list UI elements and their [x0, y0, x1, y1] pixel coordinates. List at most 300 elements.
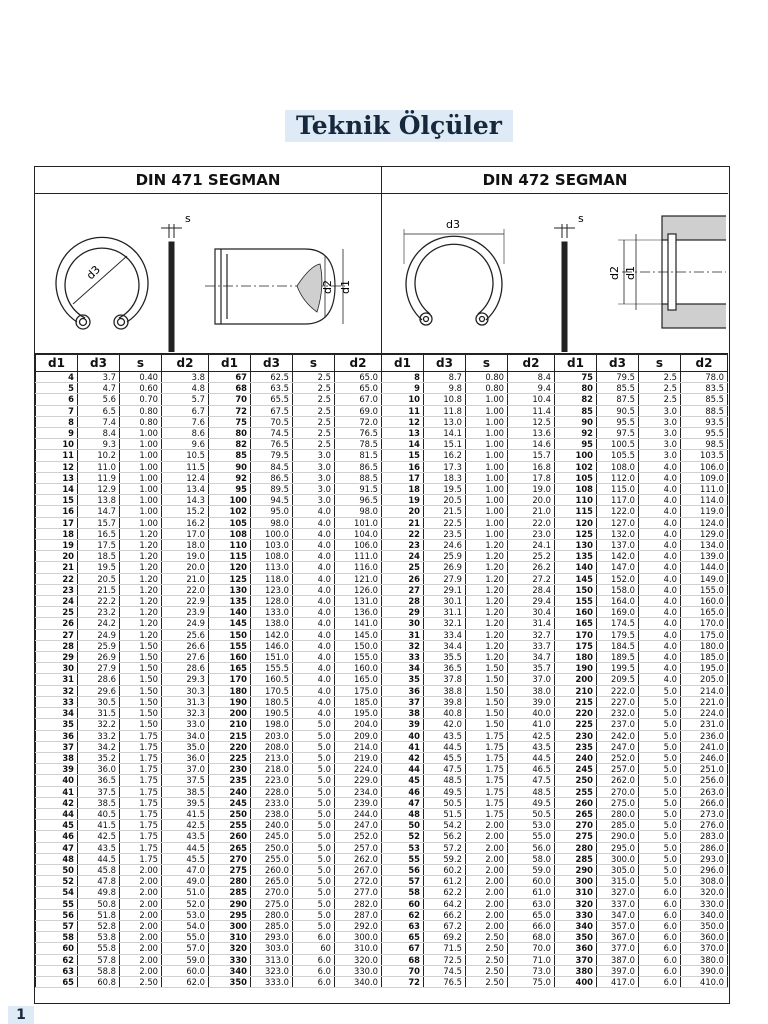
cell-d2: 104.0 — [335, 528, 382, 539]
cell-d1: 95 — [209, 484, 251, 495]
cell-s: 5.0 — [639, 876, 681, 887]
cell-s: 1.20 — [466, 640, 508, 651]
cell-s: 2.00 — [466, 920, 508, 931]
cell-s: 1.50 — [466, 719, 508, 730]
cell-s: 3.0 — [639, 450, 681, 461]
cell-d2: 16.2 — [162, 517, 209, 528]
cell-d3: 218.0 — [251, 764, 293, 775]
cell-d2: 160.0 — [335, 663, 382, 674]
cell-s: 5.0 — [293, 808, 335, 819]
cell-d3: 300.0 — [597, 853, 639, 864]
table-row — [36, 764, 728, 775]
cell-d3: 17.5 — [78, 540, 120, 551]
cell-d3: 20.5 — [424, 495, 466, 506]
cell-s: 5.0 — [639, 864, 681, 875]
cell-d1: 270 — [555, 820, 597, 831]
cell-d3: 112.0 — [597, 472, 639, 483]
cell-d1: 44 — [382, 764, 424, 775]
d1-label-right: d1 — [624, 266, 637, 280]
cell-s: 4.0 — [639, 596, 681, 607]
cell-d2: 126.0 — [335, 584, 382, 595]
cell-d3: 14.7 — [78, 506, 120, 517]
cell-d1: 30 — [382, 618, 424, 629]
cell-d1: 260 — [555, 797, 597, 808]
cell-d3: 51.8 — [78, 909, 120, 920]
cell-d1: 4 — [36, 372, 78, 383]
column-header-d2: d2 — [681, 355, 728, 372]
cell-s: 1.75 — [466, 764, 508, 775]
cell-s: 5.0 — [293, 898, 335, 909]
cell-d3: 160.5 — [251, 674, 293, 685]
cell-d3: 61.2 — [424, 876, 466, 887]
cell-d3: 26.9 — [78, 652, 120, 663]
d2-label-left: d2 — [321, 280, 334, 294]
cell-d3: 8.4 — [78, 428, 120, 439]
cell-d3: 164.0 — [597, 596, 639, 607]
cell-s: 6.0 — [293, 976, 335, 987]
cell-d1: 12 — [36, 461, 78, 472]
cell-s: 1.75 — [466, 741, 508, 752]
cell-d2: 136.0 — [335, 607, 382, 618]
cell-s: 4.0 — [293, 562, 335, 573]
table-row — [36, 932, 728, 943]
cell-d1: 175 — [555, 640, 597, 651]
cell-d3: 237.0 — [597, 719, 639, 730]
cell-d2: 175.0 — [681, 629, 728, 640]
cell-d2: 380.0 — [681, 954, 728, 965]
cell-d1: 100 — [555, 450, 597, 461]
cell-s: 1.00 — [466, 416, 508, 427]
cell-d1: 19 — [36, 540, 78, 551]
cell-d1: 42 — [36, 797, 78, 808]
cell-d2: 58.0 — [508, 853, 555, 864]
cell-d1: 22 — [382, 528, 424, 539]
cell-s: 2.50 — [466, 976, 508, 987]
cell-s: 3.0 — [293, 472, 335, 483]
cell-d1: 110 — [209, 540, 251, 551]
cell-d3: 238.0 — [251, 808, 293, 819]
cell-d1: 108 — [555, 484, 597, 495]
cell-d3: 270.0 — [597, 786, 639, 797]
cell-d1: 31 — [382, 629, 424, 640]
cell-d1: 82 — [555, 394, 597, 405]
cell-d3: 54.2 — [424, 820, 466, 831]
cell-d3: 76.5 — [251, 439, 293, 450]
internal-circlip-diagram — [382, 194, 726, 352]
cell-d3: 25.9 — [424, 551, 466, 562]
cell-d1: 36 — [382, 685, 424, 696]
cell-d1: 31 — [36, 674, 78, 685]
cell-d1: 50 — [382, 820, 424, 831]
cell-d2: 33.7 — [508, 640, 555, 651]
cell-d3: 94.5 — [251, 495, 293, 506]
cell-d2: 33.0 — [162, 719, 209, 730]
cell-d3: 117.0 — [597, 495, 639, 506]
din471-header: DIN 471 SEGMAN — [35, 167, 382, 194]
cell-d1: 155 — [209, 640, 251, 651]
cell-s: 2.5 — [293, 439, 335, 450]
cell-d1: 285 — [209, 887, 251, 898]
cell-d2: 32.3 — [162, 708, 209, 719]
cell-d3: 128.0 — [251, 596, 293, 607]
cell-d3: 203.0 — [251, 730, 293, 741]
cell-d2: 70.0 — [508, 943, 555, 954]
cell-d1: 10 — [382, 394, 424, 405]
cell-d3: 198.0 — [251, 719, 293, 730]
cell-s: 1.50 — [466, 663, 508, 674]
table-row — [36, 775, 728, 786]
table-header-row — [36, 355, 728, 372]
cell-d3: 10.8 — [424, 394, 466, 405]
cell-s: 4.0 — [639, 618, 681, 629]
cell-d2: 27.6 — [162, 652, 209, 663]
cell-d1: 26 — [36, 618, 78, 629]
cell-d3: 60.8 — [78, 976, 120, 987]
cell-s: 4.0 — [293, 607, 335, 618]
cell-d3: 9.8 — [424, 383, 466, 394]
cell-d3: 24.6 — [424, 540, 466, 551]
cell-d3: 262.0 — [597, 775, 639, 786]
cell-d1: 15 — [382, 450, 424, 461]
column-header-d1: d1 — [382, 355, 424, 372]
d2-label-right: d2 — [608, 266, 621, 280]
table-row — [36, 461, 728, 472]
cell-d2: 53.0 — [162, 909, 209, 920]
din472-drawing — [382, 194, 728, 354]
cell-s: 2.00 — [120, 909, 162, 920]
cell-s: 1.20 — [120, 596, 162, 607]
cell-s: 6.0 — [293, 954, 335, 965]
cell-d1: 67 — [382, 943, 424, 954]
cell-d2: 12.4 — [162, 472, 209, 483]
cell-d2: 15.7 — [508, 450, 555, 461]
cell-s: 2.5 — [293, 372, 335, 383]
cell-s: 1.00 — [466, 506, 508, 517]
cell-d1: 58 — [382, 887, 424, 898]
cell-d2: 14.6 — [508, 439, 555, 450]
cell-s: 4.0 — [293, 685, 335, 696]
cell-s: 1.20 — [466, 607, 508, 618]
cell-d3: 95.5 — [597, 416, 639, 427]
cell-s: 1.00 — [466, 461, 508, 472]
cell-d3: 22.2 — [78, 596, 120, 607]
cell-s: 4.0 — [293, 652, 335, 663]
cell-d2: 111.0 — [681, 484, 728, 495]
cell-s: 0.60 — [120, 383, 162, 394]
cell-d1: 29 — [36, 652, 78, 663]
cell-d3: 17.3 — [424, 461, 466, 472]
cell-s: 1.20 — [120, 528, 162, 539]
cell-d2: 22.0 — [162, 584, 209, 595]
cell-s: 1.75 — [120, 764, 162, 775]
cell-s: 1.20 — [466, 540, 508, 551]
cell-d2: 256.0 — [681, 775, 728, 786]
table-row — [36, 562, 728, 573]
cell-d1: 340 — [209, 965, 251, 976]
cell-d2: 277.0 — [335, 887, 382, 898]
cell-d3: 347.0 — [597, 909, 639, 920]
table-row — [36, 394, 728, 405]
cell-s: 4.0 — [639, 540, 681, 551]
cell-d1: 27 — [36, 629, 78, 640]
cell-d3: 28.6 — [78, 674, 120, 685]
cell-d3: 27.9 — [424, 573, 466, 584]
page-number: 1 — [8, 1006, 34, 1024]
cell-d1: 30 — [36, 663, 78, 674]
cell-d2: 134.0 — [681, 540, 728, 551]
cell-d3: 62.2 — [424, 887, 466, 898]
cell-d1: 12 — [382, 416, 424, 427]
cell-s: 4.0 — [293, 573, 335, 584]
cell-d2: 75.0 — [508, 976, 555, 987]
cell-s: 4.0 — [293, 696, 335, 707]
cell-s: 2.00 — [466, 820, 508, 831]
cell-s: 1.75 — [120, 775, 162, 786]
cell-d1: 125 — [555, 528, 597, 539]
cell-s: 1.75 — [120, 808, 162, 819]
cell-d3: 113.0 — [251, 562, 293, 573]
cell-d1: 108 — [209, 528, 251, 539]
cell-d2: 119.0 — [681, 506, 728, 517]
cell-s: 4.0 — [639, 472, 681, 483]
cell-d1: 180 — [555, 652, 597, 663]
cell-d3: 33.2 — [78, 730, 120, 741]
external-circlip-diagram — [35, 194, 380, 352]
table-row — [36, 820, 728, 831]
cell-s: 1.20 — [120, 584, 162, 595]
cell-d1: 135 — [209, 596, 251, 607]
page-title: Teknik Ölçüler — [285, 110, 513, 142]
cell-d3: 48.5 — [424, 775, 466, 786]
cell-d2: 267.0 — [335, 864, 382, 875]
cell-d2: 8.6 — [162, 428, 209, 439]
table-row — [36, 618, 728, 629]
cell-d3: 108.0 — [251, 551, 293, 562]
cell-d2: 101.0 — [335, 517, 382, 528]
cell-s: 2.00 — [120, 920, 162, 931]
table-row — [36, 864, 728, 875]
table-row — [36, 674, 728, 685]
cell-d1: 33 — [36, 696, 78, 707]
cell-d1: 39 — [382, 719, 424, 730]
cell-d3: 36.0 — [78, 764, 120, 775]
cell-s: 1.75 — [120, 752, 162, 763]
cell-d1: 240 — [209, 786, 251, 797]
cell-d1: 38 — [382, 708, 424, 719]
table-row — [36, 920, 728, 931]
cell-d3: 57.8 — [78, 954, 120, 965]
cell-d3: 228.0 — [251, 786, 293, 797]
cell-d2: 195.0 — [681, 663, 728, 674]
table-body — [36, 372, 728, 988]
cell-s: 1.00 — [466, 484, 508, 495]
cell-s: 1.20 — [466, 551, 508, 562]
cell-d1: 47 — [36, 842, 78, 853]
cell-d2: 296.0 — [681, 864, 728, 875]
cell-d1: 255 — [555, 786, 597, 797]
s-label-right: s — [578, 212, 584, 225]
cell-d1: 80 — [209, 428, 251, 439]
cell-d3: 41.5 — [78, 820, 120, 831]
table-row — [36, 428, 728, 439]
cell-d2: 121.0 — [335, 573, 382, 584]
cell-d3: 86.5 — [251, 472, 293, 483]
cell-d3: 146.0 — [251, 640, 293, 651]
cell-d1: 40 — [36, 775, 78, 786]
cell-d3: 26.9 — [424, 562, 466, 573]
cell-d2: 86.5 — [335, 461, 382, 472]
cell-d2: 39.0 — [508, 696, 555, 707]
cell-d2: 262.0 — [335, 853, 382, 864]
cell-d1: 45 — [382, 775, 424, 786]
cell-d2: 300.0 — [335, 932, 382, 943]
cell-s: 6.0 — [639, 965, 681, 976]
cell-d1: 220 — [555, 708, 597, 719]
cell-d3: 67.5 — [251, 405, 293, 416]
cell-d1: 225 — [209, 752, 251, 763]
cell-d2: 273.0 — [681, 808, 728, 819]
cell-d2: 24.1 — [508, 540, 555, 551]
cell-s: 4.0 — [639, 573, 681, 584]
cell-d3: 9.3 — [78, 439, 120, 450]
cell-d3: 50.5 — [424, 797, 466, 808]
cell-d2: 24.9 — [162, 618, 209, 629]
cell-d2: 26.2 — [508, 562, 555, 573]
cell-d2: 330.0 — [335, 965, 382, 976]
cell-d1: 105 — [209, 517, 251, 528]
cell-d2: 144.0 — [681, 562, 728, 573]
cell-d1: 56 — [382, 864, 424, 875]
cell-d1: 290 — [209, 898, 251, 909]
table-row — [36, 607, 728, 618]
d3-label-left: d3 — [83, 263, 104, 283]
cell-d1: 250 — [209, 808, 251, 819]
cell-d3: 280.0 — [597, 808, 639, 819]
cell-s: 1.00 — [120, 439, 162, 450]
cell-d2: 195.0 — [335, 708, 382, 719]
cell-d1: 115 — [209, 551, 251, 562]
cell-d1: 120 — [209, 562, 251, 573]
cell-d3: 79.5 — [597, 372, 639, 383]
cell-d3: 24.9 — [78, 629, 120, 640]
cell-d3: 47.8 — [78, 876, 120, 887]
cell-d3: 84.5 — [251, 461, 293, 472]
column-header-d2: d2 — [162, 355, 209, 372]
cell-d1: 250 — [555, 775, 597, 786]
cell-d3: 34.2 — [78, 741, 120, 752]
table-row — [36, 405, 728, 416]
cell-d3: 58.8 — [78, 965, 120, 976]
cell-d1: 60 — [382, 898, 424, 909]
cell-d2: 20.0 — [508, 495, 555, 506]
cell-s: 1.00 — [466, 428, 508, 439]
cell-d1: 7 — [36, 405, 78, 416]
cell-d2: 13.4 — [162, 484, 209, 495]
cell-s: 2.00 — [466, 842, 508, 853]
cell-s: 2.00 — [120, 954, 162, 965]
cell-d2: 25.2 — [508, 551, 555, 562]
cell-d2: 21.0 — [508, 506, 555, 517]
cell-d1: 16 — [36, 506, 78, 517]
cell-s: 2.00 — [120, 898, 162, 909]
cell-d3: 63.5 — [251, 383, 293, 394]
cell-d3: 155.5 — [251, 663, 293, 674]
cell-s: 0.40 — [120, 372, 162, 383]
cell-s: 1.50 — [120, 696, 162, 707]
cell-d1: 37 — [382, 696, 424, 707]
cell-d1: 13 — [382, 428, 424, 439]
cell-d3: 260.0 — [251, 864, 293, 875]
cell-d2: 257.0 — [335, 842, 382, 853]
cell-d2: 52.0 — [162, 898, 209, 909]
table-row — [36, 629, 728, 640]
cell-d3: 242.0 — [597, 730, 639, 741]
cell-s: 5.0 — [293, 752, 335, 763]
cell-d2: 14.3 — [162, 495, 209, 506]
cell-d2: 129.0 — [681, 528, 728, 539]
cell-s: 2.00 — [466, 831, 508, 842]
cell-d1: 255 — [209, 820, 251, 831]
cell-d3: 37.8 — [424, 674, 466, 685]
cell-d2: 360.0 — [681, 932, 728, 943]
cell-d1: 10 — [36, 439, 78, 450]
cell-d1: 50 — [36, 864, 78, 875]
cell-d2: 10.4 — [508, 394, 555, 405]
cell-d1: 210 — [555, 685, 597, 696]
cell-d2: 276.0 — [681, 820, 728, 831]
cell-d2: 214.0 — [681, 685, 728, 696]
table-row — [36, 472, 728, 483]
cell-d1: 72 — [209, 405, 251, 416]
cell-d3: 90.5 — [597, 405, 639, 416]
cell-d1: 115 — [555, 506, 597, 517]
cell-d3: 25.9 — [78, 640, 120, 651]
cell-d2: 42.5 — [162, 820, 209, 831]
cell-d1: 42 — [382, 752, 424, 763]
cell-d2: 155.0 — [335, 652, 382, 663]
cell-d2: 149.0 — [681, 573, 728, 584]
cell-d1: 190 — [555, 663, 597, 674]
cell-s: 2.00 — [120, 943, 162, 954]
cell-d1: 200 — [555, 674, 597, 685]
cell-d1: 130 — [209, 584, 251, 595]
cell-d3: 49.8 — [78, 887, 120, 898]
cell-s: 60 — [293, 943, 335, 954]
cell-d2: 96.5 — [335, 495, 382, 506]
cell-d3: 98.0 — [251, 517, 293, 528]
cell-d2: 155.0 — [681, 584, 728, 595]
cell-d1: 170 — [209, 674, 251, 685]
cell-d1: 41 — [382, 741, 424, 752]
cell-d3: 31.5 — [78, 708, 120, 719]
column-header-s: s — [120, 355, 162, 372]
table-row — [36, 506, 728, 517]
cell-d3: 12.9 — [78, 484, 120, 495]
cell-d2: 286.0 — [681, 842, 728, 853]
cell-d1: 92 — [555, 428, 597, 439]
cell-d2: 25.6 — [162, 629, 209, 640]
cell-d2: 60.0 — [162, 965, 209, 976]
cell-d1: 150 — [555, 584, 597, 595]
cell-d1: 48 — [36, 853, 78, 864]
cell-d1: 20 — [382, 506, 424, 517]
cell-d1: 280 — [555, 842, 597, 853]
cell-s: 1.00 — [466, 528, 508, 539]
cell-d2: 17.0 — [162, 528, 209, 539]
cell-s: 6.0 — [639, 920, 681, 931]
dimension-table — [35, 354, 728, 988]
cell-d1: 310 — [209, 932, 251, 943]
